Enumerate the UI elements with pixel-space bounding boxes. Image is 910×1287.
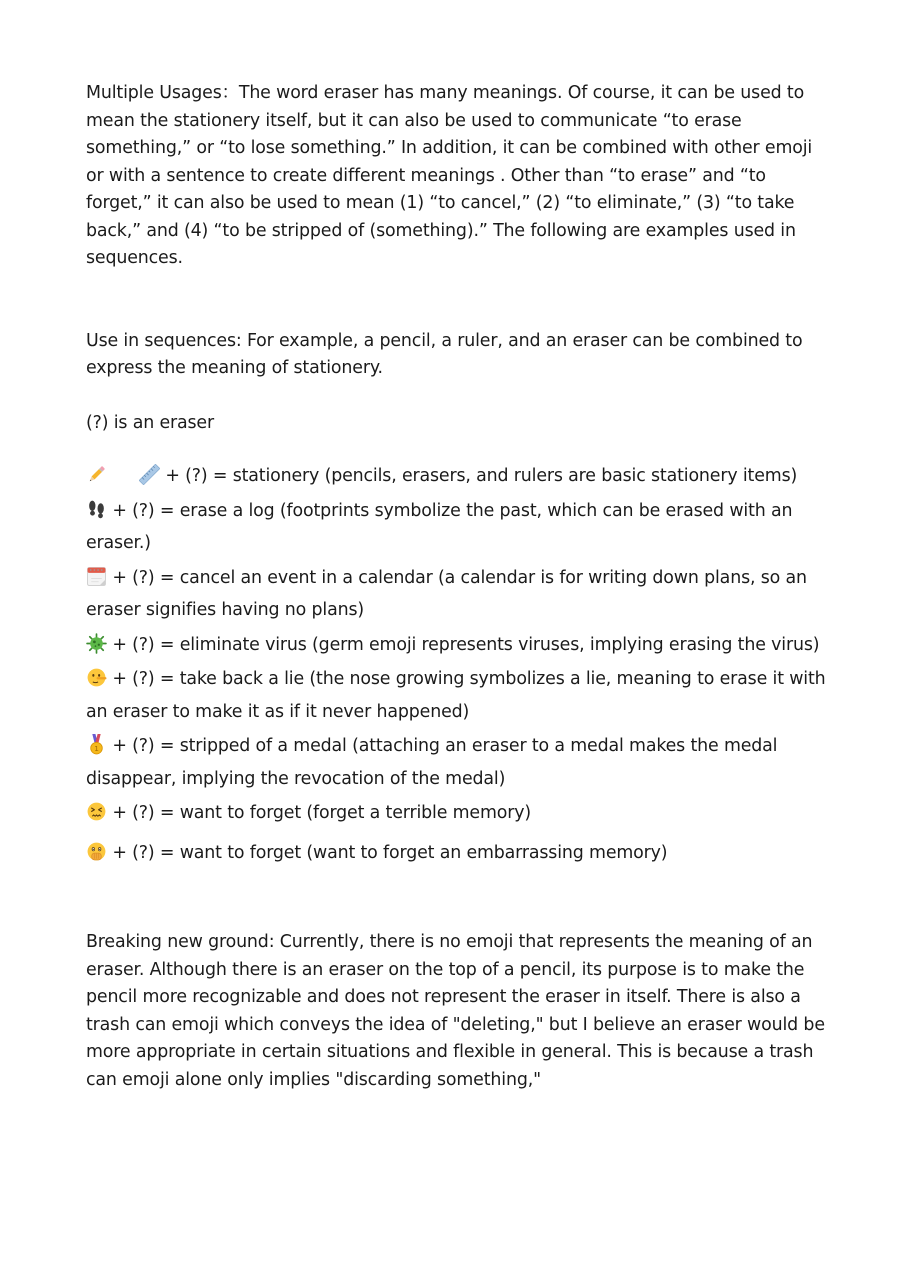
medal-icon: [86, 734, 107, 755]
sequences-intro-paragraph: Use in sequences: For example, a pencil, a ruler, and an eraser can be combined to express the meaning of stationery.: [86, 330, 803, 378]
face-with-hand-icon: [86, 841, 107, 862]
footprints-icon: [86, 499, 107, 520]
sequence-examples-list: [86, 460, 826, 869]
list-item: + (?) = eliminate virus (germ emoji represents viruses, implying erasing the virus): [86, 629, 826, 662]
breaking-new-ground-paragraph: Breaking new ground: Currently, there is no emoji that represents the meaning of an eraser. Although there is an eraser on the top of a pencil, its purpose is to make the pencil more recognizable and does not represent the eraser in itself. There is also a trash can emoji which conveys the idea of "deleting," but I believe an eraser would be more appropriate in certain situations and flexible in general. This is because a trash can emoji alone only implies "discarding something,": [86, 932, 825, 1090]
list-item: + (?) = stationery (pencils, erasers, and rulers are basic stationery items): [86, 460, 826, 493]
document-page: [86, 80, 826, 1094]
list-item: + (?) = want to forget (forget a terrible memory): [86, 797, 826, 830]
list-item: + (?) = erase a log (footprints symbolize the past, which can be erased with an eraser.): [86, 500, 793, 553]
eraser-legend: (?) is an eraser: [86, 412, 214, 433]
multiple-usages-paragraph: Multiple Usages：The word eraser has many meanings. Of course, it can be used to mean the stationery itself, but it can also be used to communicate “to erase something,” or “to lose something.” In addition, it can be combined with other emoji or with a sentence to create different meanings . Other than “to erase” and “to forget,” it can also be used to mean (1) “to cancel,” (2) “to eliminate,” (3) “to take back,” and (4) “to be stripped of (something).” The following are examples used in sequences.: [86, 83, 813, 268]
confounded-face-icon: [86, 801, 107, 822]
svg-text:1: 1: [94, 744, 99, 754]
lying-face-icon: [86, 667, 107, 688]
list-item: + (?) = cancel an event in a calendar (a calendar is for writing down plans, so an eraser signifies having no plans): [86, 567, 807, 620]
germ-icon: [86, 633, 107, 654]
ruler-icon: [139, 464, 160, 485]
list-item: 1 + (?) = stripped of a medal (attaching an eraser to a medal makes the medal disappear, implying the revocation of the medal): [86, 736, 778, 789]
calendar-icon: [86, 566, 107, 587]
pencil-icon: [86, 464, 107, 485]
list-item: + (?) = take back a lie (the nose growing symbolizes a lie, meaning to erase it with an eraser to make it as if it never happened): [86, 669, 826, 722]
list-item: + (?) = want to forget (want to forget an embarrassing memory): [86, 837, 826, 870]
